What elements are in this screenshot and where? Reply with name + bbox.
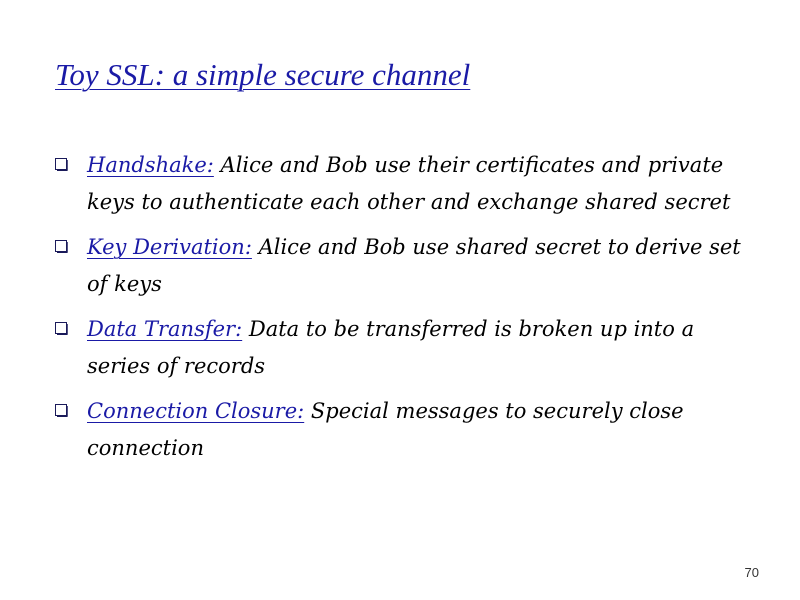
hollow-square-bullet-icon — [55, 240, 68, 253]
bullet-text: Data to be transferred is broken up into a series of records — [87, 317, 695, 378]
bullet-item-key-derivation — [52, 229, 742, 303]
hollow-square-bullet-icon — [55, 404, 68, 417]
bullet-term: Key Derivation: — [87, 235, 252, 259]
bullet-item-data-transfer — [52, 311, 742, 385]
bullet-term: Data Transfer: — [87, 317, 243, 341]
hollow-square-bullet-icon — [55, 158, 68, 171]
bullet-text: Alice and Bob use shared secret to derive set of keys — [87, 235, 741, 296]
hollow-square-bullet-icon — [55, 322, 68, 335]
bullet-text: Special messages to securely close connection — [87, 399, 684, 460]
bullet-item-handshake — [52, 147, 742, 221]
page-number: 70 — [744, 565, 759, 580]
slide-title: Toy SSL: a simple secure channel — [55, 57, 471, 92]
bullet-text: Alice and Bob use their certificates and private keys to authenticate each other and exchange shared secret — [87, 153, 731, 214]
bullet-term: Handshake: — [87, 153, 214, 177]
bullet-item-connection-closure — [52, 393, 742, 467]
bullet-term: Connection Closure: — [87, 399, 305, 423]
bullet-list — [52, 147, 742, 475]
